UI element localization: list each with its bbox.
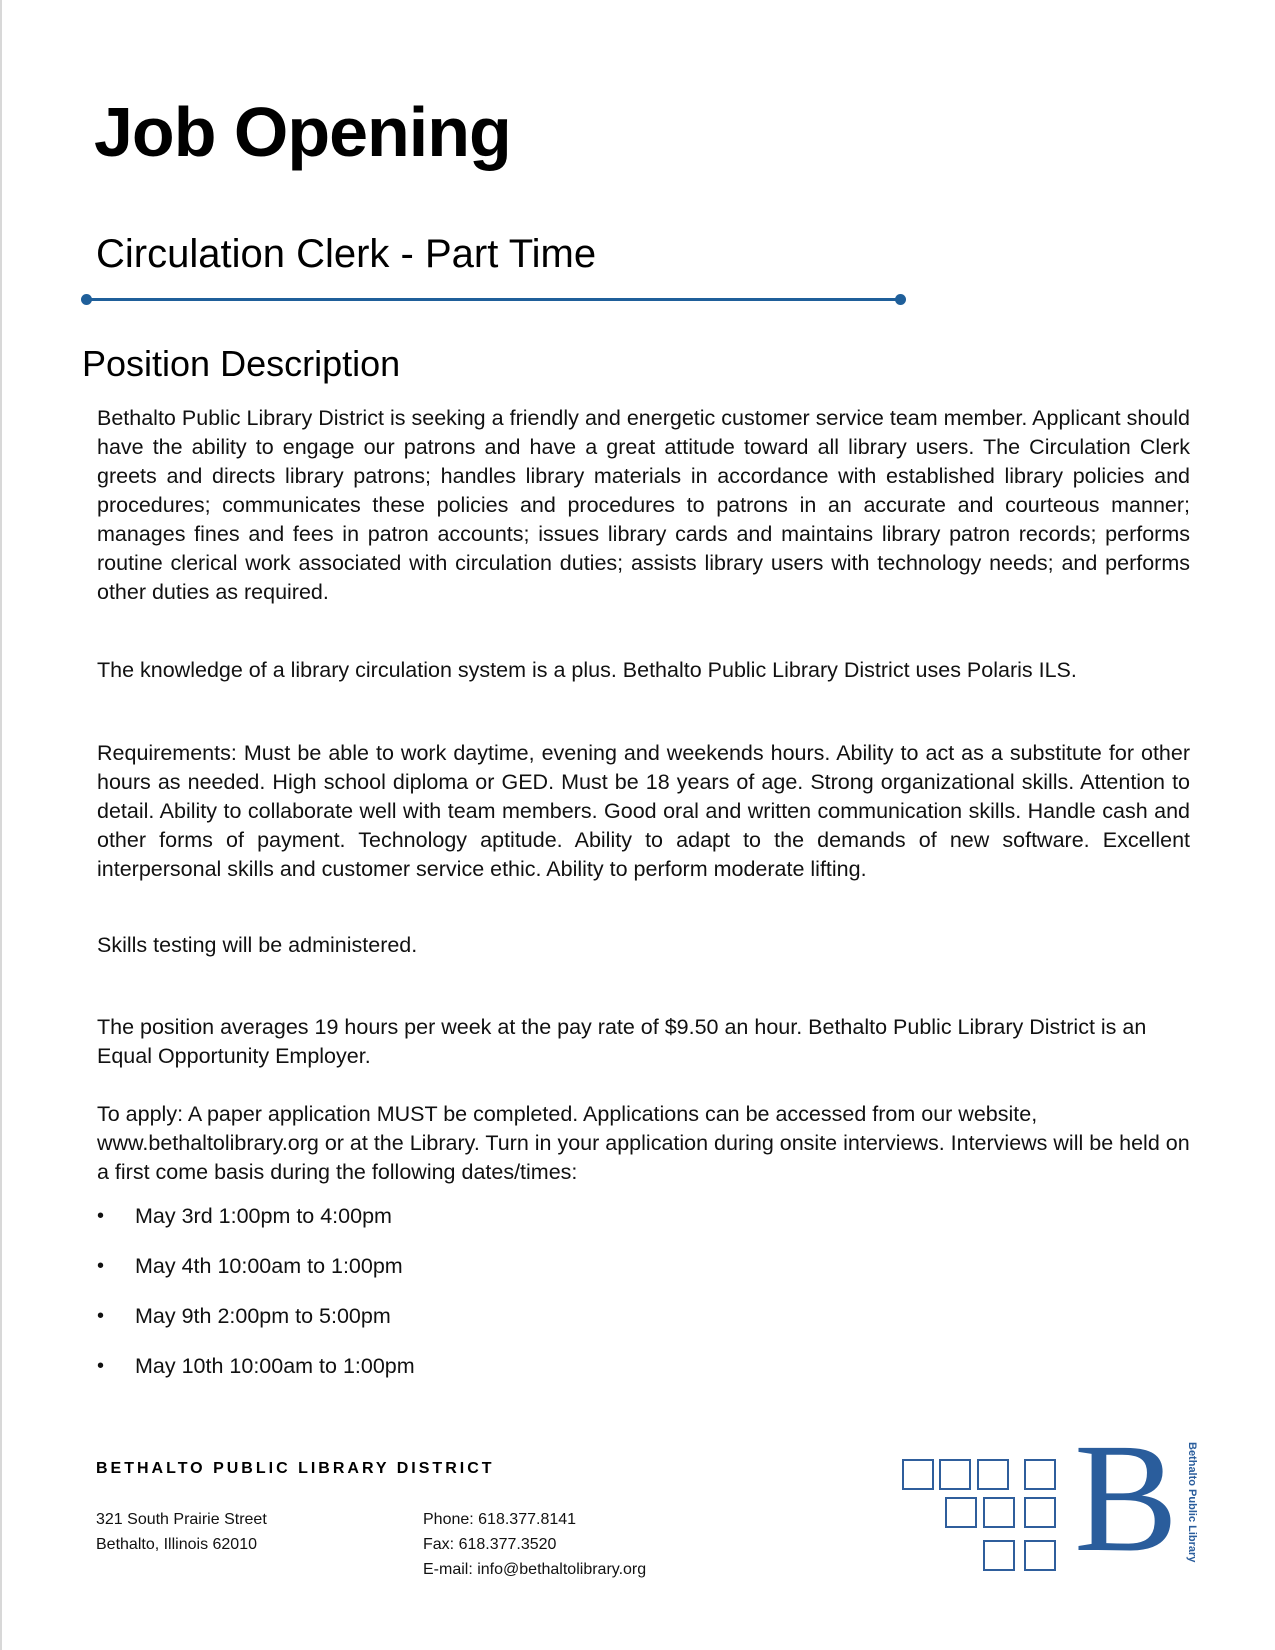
interview-date: May 4th 10:00am to 1:00pm — [135, 1254, 403, 1278]
page-title: Job Opening — [94, 93, 511, 171]
logo-square-icon — [945, 1497, 977, 1528]
footer-fax: Fax: 618.377.3520 — [423, 1536, 557, 1553]
logo-square-icon — [1024, 1459, 1056, 1490]
knowledge-paragraph: The knowledge of a library circulation system is a plus. Bethalto Public Library District uses Polaris ILS. — [97, 658, 1077, 682]
footer-email: E-mail: info@bethaltolibrary.org — [423, 1561, 647, 1578]
footer-phone: Phone: 618.377.8141 — [423, 1511, 577, 1528]
logo-vertical-text: Bethalto Public Library — [1186, 1442, 1198, 1563]
logo-square-icon — [902, 1459, 934, 1490]
skills-paragraph: Skills testing will be administered. — [97, 933, 418, 957]
pay-paragraph: The position averages 19 hours per week at the pay rate of $9.50 an hour. Bethalto Public Library District is an Equal Opportunity Employer. — [97, 1015, 1147, 1068]
bullet-icon: • — [97, 1255, 105, 1277]
bullet-icon: • — [97, 1355, 105, 1377]
logo-square-icon — [983, 1497, 1015, 1528]
section-heading: Position Description — [82, 343, 401, 384]
rule-dot-right — [895, 294, 906, 305]
page-edge — [0, 0, 2, 1650]
logo-square-icon — [1024, 1497, 1056, 1528]
description-paragraph: Bethalto Public Library District is seeking a friendly and energetic customer service team member. Applicant should have the ability to engage our patrons and have a great attitude toward all library users. The Circulation Clerk greets and directs library patrons; handles library materials in accordance with established library policies and procedures; communicates these policies and procedures to patrons in an accurate and courteous manner; manages fines and fees in patron accounts; issues library cards and maintains library patron records; performs routine clerical work associated with circulation duties; assists library users with technology needs; and performs other duties as required. — [97, 406, 1190, 604]
logo-square-icon — [983, 1540, 1015, 1571]
requirements-paragraph: Requirements: Must be able to work daytime, evening and weekends hours. Ability to act as a substitute for other hours as needed. High school diploma or GED. Must be 18 years of age. Strong organizational skills. Attention to detail. Ability to collaborate well with team members. Good oral and written communication skills. Handle cash and other forms of payment. Technology aptitude. Ability to adapt to the demands of new software. Excellent interpersonal skills and customer service ethic. Ability to perform moderate lifting. — [97, 741, 1190, 881]
bullet-icon: • — [97, 1205, 105, 1227]
logo-square-icon — [939, 1459, 971, 1490]
interview-date: May 3rd 1:00pm to 4:00pm — [135, 1204, 392, 1228]
logo-square-icon — [977, 1459, 1009, 1490]
footer-district-name: BETHALTO PUBLIC LIBRARY DISTRICT — [96, 1460, 495, 1477]
footer-city: Bethalto, Illinois 62010 — [96, 1536, 257, 1553]
footer-street: 321 South Prairie Street — [96, 1511, 267, 1528]
rule-dot-left — [81, 294, 92, 305]
interview-date: May 10th 10:00am to 1:00pm — [135, 1354, 415, 1378]
title-underline — [86, 298, 900, 301]
interview-date: May 9th 2:00pm to 5:00pm — [135, 1304, 391, 1328]
logo-letter: B — [1074, 1411, 1179, 1584]
position-title: Circulation Clerk - Part Time — [96, 232, 597, 276]
apply-paragraph: To apply: A paper application MUST be completed. Applications can be accessed from our website, www.bethaltolibrary.org or at the Library. Turn in your application during onsite interviews. Interviews will be held on a first come basis during the following dates/times: — [97, 1102, 1190, 1184]
logo-square-icon — [1024, 1540, 1056, 1571]
bullet-icon: • — [97, 1305, 105, 1327]
